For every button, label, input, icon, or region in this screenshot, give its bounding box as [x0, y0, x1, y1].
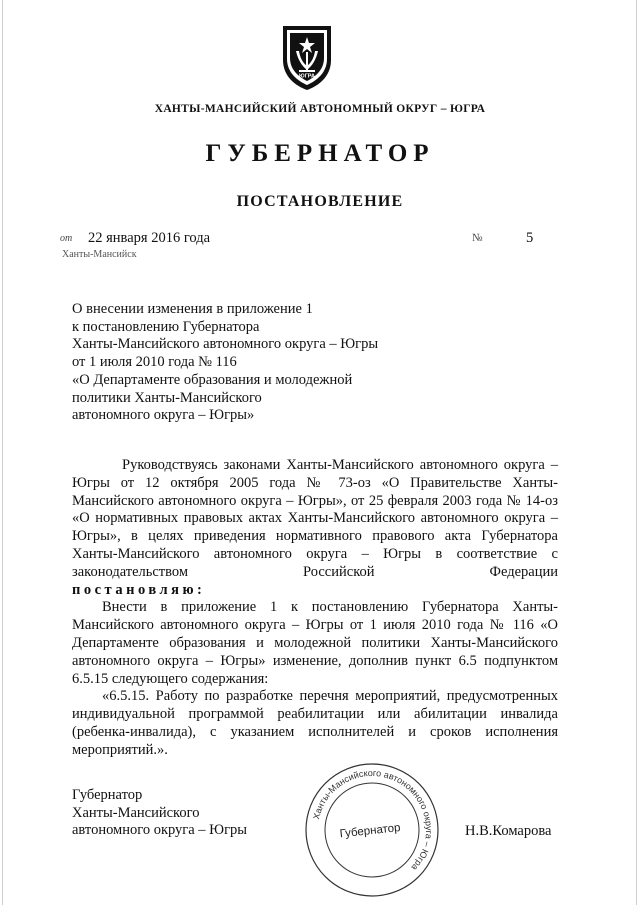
document-number: 5 — [526, 230, 534, 246]
subject-line: от 1 июля 2010 года № 116 — [72, 354, 237, 371]
body-paragraph-preamble: Руководствуясь законами Ханты-Мансийского автономного округа – Югры от 12 октября 2005 года № 73-оз «О Правительстве Ханты-Мансийского автономного округа – Югры», от 25 февраля 2003 года № 14-оз «О нормативных правовых актах Ханты-Мансийского автономного округа – Югры», в целях приведения нормативного правового акта Губернатора Ханты-Мансийского автономного округа – Югры в соответствие с законодательством Российской Федерации — [72, 457, 558, 580]
body-paragraph-amendment: Внести в приложение 1 к постановлению Губернатора Ханты-Мансийского автономного округа – Югры от 1 июля 2010 года № 116 «О Департаменте образования и молодежной политики Ханты-Мансийского автономного округа – Югры» изменение, дополнив пункт 6.5 подпунктом 6.5.15 следующего содержания: — [72, 599, 558, 687]
document-type: ПОСТАНОВЛЕНИЕ — [236, 193, 404, 210]
date-line — [60, 230, 560, 250]
subject-line: «О Департаменте образования и молодежной — [72, 371, 353, 388]
subject-line: к постановлению Губернатора — [72, 318, 260, 335]
page-edge-right — [636, 0, 637, 905]
signatory-title-line: Ханты-Мансийского — [72, 804, 200, 821]
city-name: Ханты-Мансийск — [62, 249, 137, 260]
official-stamp — [300, 758, 444, 902]
region-name: ХАНТЫ-МАНСИЙСКИЙ АВТОНОМНЫЙ ОКРУГ – ЮГРА — [154, 103, 486, 115]
stamp-center-text: Губернатор — [339, 822, 402, 841]
signatory-name: Н.В.Комарова — [465, 823, 552, 839]
subject-line: Ханты-Мансийского автономного округа – Югры — [72, 336, 379, 353]
signatory-title-line: Губернатор — [72, 787, 143, 803]
coat-of-arms-emblem — [277, 22, 337, 92]
number-sign: № — [472, 232, 483, 244]
emblem-caption: ЮГРА — [299, 73, 315, 80]
authority-title: ГУБЕРНАТОР — [205, 140, 435, 167]
document-subject — [72, 301, 412, 425]
date-prefix: от — [60, 233, 73, 244]
document-body — [72, 457, 558, 760]
body-paragraph-subclause: «6.5.15. Работу по разработке перечня мероприятий, предусмотренных индивидуальной программой реабилитации или абилитации инвалида (ребенка-инвалида), с указанием исполнителей и сроков исполнения мероприятий.». — [72, 688, 558, 758]
subject-line: О внесении изменения в приложение 1 — [72, 301, 313, 317]
document-date: 22 января 2016 года — [88, 230, 211, 246]
stamp-ring-text: Ханты-Мансийского автономного округа – Югра — [311, 767, 435, 873]
signatory-title — [72, 787, 247, 840]
page-edge-left — [2, 0, 3, 905]
signatory-title-line: автономного округа – Югры — [72, 822, 248, 839]
svg-text:Ханты-Мансийского автономного — [311, 768, 434, 873]
resolution-keyword: постановляю: — [72, 581, 206, 598]
subject-line: автономного округа – Югры» — [72, 407, 255, 424]
subject-line: политики Ханты-Мансийского — [72, 389, 262, 406]
